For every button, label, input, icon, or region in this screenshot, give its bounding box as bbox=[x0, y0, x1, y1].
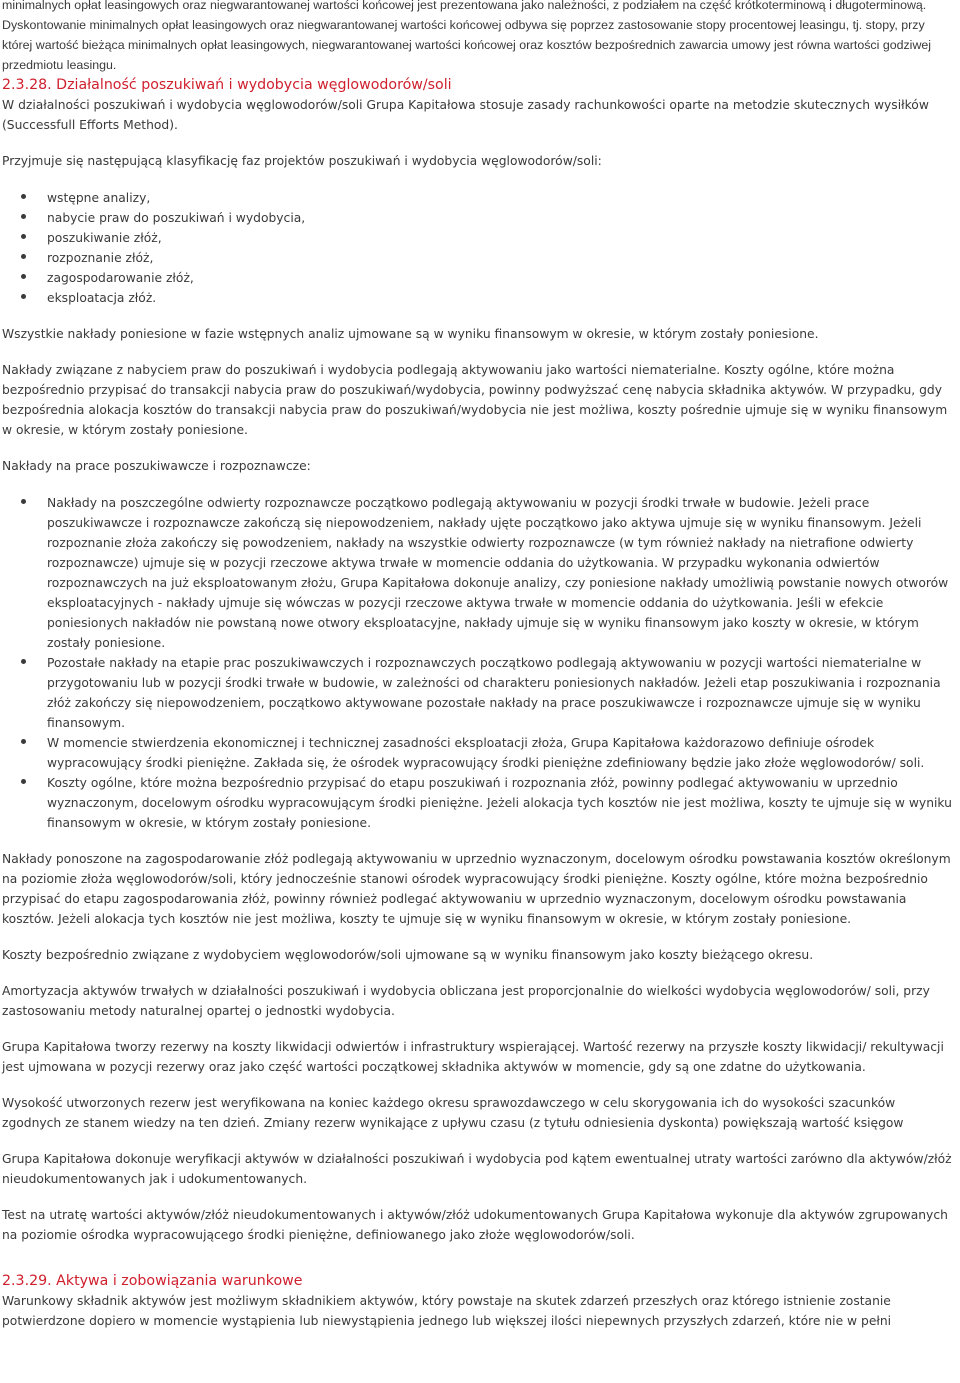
bullet-icon bbox=[21, 659, 26, 664]
section2-paragraph-1: Warunkowy składnik aktywów jest możliwym składnikiem aktywów, który powstaje na skutek zdarzeń przeszłych oraz którego istnienie zostanie potwierdzone dopiero w momencie wystąpienia lub niewystąpienia jednego lub większej ilości niepewnych przyszłych zdarzeń, które nie w pełni bbox=[2, 1294, 892, 1328]
bullet-icon bbox=[21, 234, 26, 239]
section1-paragraph-11: Grupa Kapitałowa dokonuje weryfikacji aktywów w działalności poszukiwań i wydobycia pod kątem ewentualnej utraty wartości zarówno dla aktywów/złóż nieudokumentowanych jak i udokumentowanych. bbox=[2, 1152, 952, 1186]
phase-list bbox=[2, 188, 956, 308]
intro-paragraph: minimalnych opłat leasingowych oraz niegwarantowanej wartości końcowej jest prezentowana jako należności, z podziałem na część krótkoterminową i długoterminową. Dyskontowanie minimalnych opłat leasingowych oraz niegwarantowanej wartości końcowej odbywa się poprzez zastosowanie stopy procentowej leasingu, tj. stopy, przy której wartość bieżąca minimalnych opłat leasingowych, niegwarantowanej wartości końcowej oraz kosztów bezpośrednich zawarcia umowy jest równa wartości godziwej przedmiotu leasingu. bbox=[2, 0, 932, 72]
list-item: poszukiwanie złóż, bbox=[2, 228, 956, 248]
list-item: W momencie stwierdzenia ekonomicznej i technicznej zasadności eksploatacji złoża, Grupa Kapitałowa każdorazowo definiuje ośrodek wypracowujący środki pieniężne. Zakłada się, że ośrodek wypracowujący środki pieniężne zdefiniowany będzie jako złoże węglowodorów/ soli. bbox=[2, 733, 956, 773]
section1-paragraph-9: Grupa Kapitałowa tworzy rezerwy na koszty likwidacji odwiertów i infrastruktury wspierającej. Wartość rezerwy na przyszłe koszty likwidacji/ rekultywacji jest ujmowana w pozycji rezerwy oraz jako część wartości początkowej składnika aktywów w momencie, gdy są one zdatne do użytkowania. bbox=[2, 1040, 944, 1074]
section1-paragraph-3: Wszystkie nakłady poniesione w fazie wstępnych analiz ujmowane są w wyniku finansowym w okresie, w którym zostały poniesione. bbox=[2, 327, 819, 341]
bullet-icon bbox=[21, 214, 26, 219]
list-item: rozpoznanie złóż, bbox=[2, 248, 956, 268]
section1-paragraph-7: Koszty bezpośrednio związane z wydobyciem węglowodorów/soli ujmowane są w wyniku finansowym jako koszty bieżącego okresu. bbox=[2, 948, 814, 962]
section1-paragraph-5: Nakłady na prace poszukiwawcze i rozpoznawcze: bbox=[2, 459, 311, 473]
section1-paragraph-12: Test na utratę wartości aktywów/złóż nieudokumentowanych i aktywów/złóż udokumentowanych Grupa Kapitałowa wykonuje dla aktywów zgrupowanych na poziomie ośrodka wypracowującego środki pieniężne, definiowanego jako złoże węglowodorów/soli. bbox=[2, 1208, 948, 1242]
list-item: nabycie praw do poszukiwań i wydobycia, bbox=[2, 208, 956, 228]
list-item: zagospodarowanie złóż, bbox=[2, 268, 956, 288]
bullet-icon bbox=[21, 499, 26, 504]
bullet-icon bbox=[21, 254, 26, 259]
list-item: Koszty ogólne, które można bezpośrednio przypisać do etapu poszukiwań i rozpoznania złóż, powinny podlegać aktywowaniu w uprzednio wyznaczonym, docelowym ośrodku wypracowującym środki pieniężne. Jeżeli alokacja tych kosztów nie jest możliwa, koszty te ujmuje się w wyniku finansowym w okresie, w którym zostały poniesione. bbox=[2, 773, 956, 833]
bullet-icon bbox=[21, 294, 26, 299]
section1-paragraph-8: Amortyzacja aktywów trwałych w działalności poszukiwań i wydobycia obliczana jest proporcjonalnie do wielkości wydobycia węglowodorów/ soli, przy zastosowaniu metody naturalnej opartej o jednostki wydobycia. bbox=[2, 984, 930, 1018]
bullet-icon bbox=[21, 194, 26, 199]
list-item: Pozostałe nakłady na etapie prac poszukiwawczych i rozpoznawczych początkowo podlegają aktywowaniu w pozycji wartości niematerialne w przygotowaniu lub w pozycji środki trwałe w budowie, w zależności od charakteru poniesionych nakładów. Jeżeli etap poszukiwania i rozpoznania złóż zakończy się niepowodzeniem, początkowo aktywowane pozostałe nakłady na prace poszukiwawcze i rozpoznawcze ujmuje się w wyniku finansowym. bbox=[2, 653, 956, 733]
section1-paragraph-6: Nakłady ponoszone na zagospodarowanie złóż podlegają aktywowaniu w uprzednio wyznaczonym, docelowym ośrodku powstawania kosztów określonym na poziomie złoża węglowodorów/soli, który jednocześnie stanowi ośrodek wypracowujący środki pieniężne. Koszty ogólne, które można bezpośrednio przypisać do etapu zagospodarowania złóż, powinny również podlegać aktywowaniu w uprzednio wyznaczonym, docelowym ośrodku powstawania kosztów. Jeżeli alokacja tych kosztów nie jest możliwa, koszty te ujmuje się w wyniku finansowym w okresie, w którym zostały poniesione. bbox=[2, 852, 951, 926]
list-item: Nakłady na poszczególne odwierty rozpoznawcze początkowo podlegają aktywowaniu w pozycji środki trwałe w budowie. Jeżeli prace poszukiwawcze i rozpoznawcze zakończą się niepowodzeniem, nakłady ujęte początkowo jako aktywa ujmuje się w wyniku finansowym. Jeżeli rozpoznanie złoża zakończy się powodzeniem, nakłady na wszystkie odwierty rozpoznawcze (w tym również nakłady na nietrafione odwierty rozpoznawcze) ujmuje się w pozycji rzeczowe aktywa trwałe w momencie oddania do użytkowania. W przypadku wykonania odwiertów rozpoznawczych na już eksploatowanym złożu, Grupa Kapitałowa dokonuje analizy, czy poniesione nakłady umożliwią powstanie nowych otworów eksploatacyjnych - nakłady ujmuje się wówczas w pozycji rzeczowe aktywa trwałe w momencie oddania do użytkowania. Jeśli w efekcie poniesionych nakładów nie powstaną nowe otwory eksploatacyjne, nakłady ujmuje się w wyniku finansowym jako koszty w okresie, w którym zostały poniesione. bbox=[2, 493, 956, 653]
section1-paragraph-2: Przyjmuje się następującą klasyfikację faz projektów poszukiwań i wydobycia węglowodorów/soli: bbox=[2, 154, 602, 168]
list-item: eksploatacja złóż. bbox=[2, 288, 956, 308]
section-heading-2-3-29: 2.3.29. Aktywa i zobowiązania warunkowe bbox=[2, 1273, 303, 1289]
bullet-icon bbox=[21, 274, 26, 279]
section-heading-2-3-28: 2.3.28. Działalność poszukiwań i wydobycia węglowodorów/soli bbox=[2, 77, 452, 93]
bullet-icon bbox=[21, 779, 26, 784]
bullet-icon bbox=[21, 739, 26, 744]
section1-paragraph-1: W działalności poszukiwań i wydobycia węglowodorów/soli Grupa Kapitałowa stosuje zasady rachunkowości oparte na metodzie skutecznych wysiłków (Successfull Efforts Method). bbox=[2, 98, 929, 132]
section1-paragraph-4: Nakłady związane z nabyciem praw do poszukiwań i wydobycia podlegają aktywowaniu jako wartości niematerialne. Koszty ogólne, które można bezpośrednio przypisać do transakcji nabycia praw do poszukiwań/wydobycia, powinny podwyższać cenę nabycia składnika aktywów. W przypadku, gdy bezpośrednia alokacja kosztów do transakcji nabycia praw do poszukiwań/wydobycia nie jest możliwa, koszty pośrednie ujmuje się w wyniku finansowym w okresie, w którym zostały poniesione. bbox=[2, 363, 948, 437]
document-page bbox=[2, 0, 956, 1331]
section1-paragraph-10: Wysokość utworzonych rezerw jest weryfikowana na koniec każdego okresu sprawozdawczego w celu skorygowania ich do wysokości szacunków zgodnych ze stanem wiedzy na ten dzień. Zmiany rezerw wynikające z upływu czasu (z tytułu odniesienia dyskonta) powiększają wartość księgow bbox=[2, 1096, 904, 1130]
list-item: wstępne analizy, bbox=[2, 188, 956, 208]
exploration-list bbox=[2, 493, 956, 833]
